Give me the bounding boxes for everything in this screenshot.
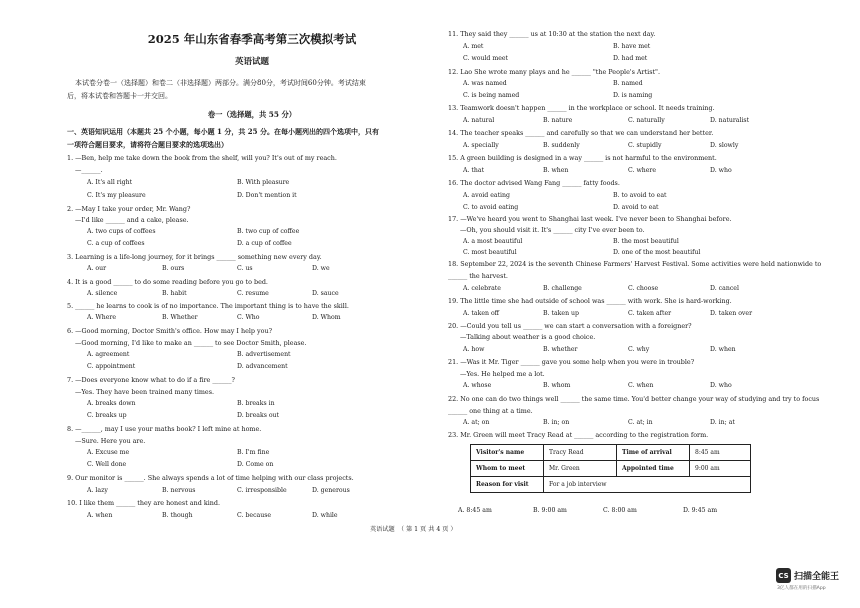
- option-a[interactable]: A. breaks down: [87, 400, 136, 407]
- option-b[interactable]: B. suddenly: [543, 142, 580, 149]
- section-heading: 一、英语知识运用（本题共 25 个小题，每小题 1 分，共 25 分。在每小题列出的四个选项中，只有: [67, 127, 379, 136]
- option-a[interactable]: A. natural: [463, 117, 495, 124]
- option-b[interactable]: B. though: [162, 512, 193, 519]
- question-stem: —Sure. Here you are.: [75, 437, 146, 445]
- question-stem: 2. —May I take your order, Mr. Wang?: [67, 205, 191, 213]
- option-b[interactable]: B. habit: [162, 290, 187, 297]
- question-stem: 10. I like them ______ they are honest and kind.: [67, 499, 221, 507]
- question-stem: 7. —Does everyone know what to do if a fire ______?: [67, 376, 235, 384]
- option-b[interactable]: B. ours: [162, 265, 185, 272]
- question-stem: —Good morning, I'd like to make an ______ to see Doctor Smith, please.: [75, 339, 307, 347]
- page-footer: 英语试题 （ 第 1 页 共 4 页 ）: [370, 526, 457, 533]
- option-b[interactable]: B. in; on: [543, 419, 570, 426]
- option-a[interactable]: A. silence: [87, 290, 118, 297]
- option-c[interactable]: C. a cup of coffees: [87, 240, 145, 247]
- option-b[interactable]: B. taken up: [543, 310, 579, 317]
- question-stem: —Oh, you should visit it. It's ______ city I've ever been to.: [460, 226, 645, 234]
- option-b[interactable]: B. named: [613, 80, 643, 87]
- question-stem: 22. No one can do two things well ______ the same time. You'd better change your way of studying and try to focus: [448, 395, 820, 403]
- option-c[interactable]: C. stupidly: [628, 142, 662, 149]
- form-label: Whom to meet: [471, 461, 544, 477]
- option-a[interactable]: A. lazy: [87, 487, 108, 494]
- option-a[interactable]: A. a most beautiful: [463, 238, 523, 245]
- question-stem: —Talking about weather is a good choice.: [460, 333, 596, 341]
- instruction-line: 本试卷分卷一（选择题）和卷二（非选择题）两部分。满分80分，考试时间60分钟。考试结束: [75, 79, 366, 87]
- option-a[interactable]: A. how: [463, 346, 485, 353]
- option-d[interactable]: D. who: [710, 167, 732, 174]
- option-b[interactable]: B. have met: [613, 43, 651, 50]
- option-c[interactable]: C. most beautiful: [463, 249, 517, 256]
- option-b[interactable]: B. nervous: [162, 487, 196, 494]
- question-stem: 17. —We've heard you went to Shanghai last week. I've never been to Shanghai before.: [448, 215, 732, 223]
- option-d[interactable]: D. one of the most beautiful: [613, 249, 701, 256]
- question-stem: 19. The little time she had outside of school was ______ with work. She is hard-working.: [448, 297, 732, 305]
- option-d[interactable]: D. generous: [312, 487, 350, 494]
- question-stem: —I'd like ______ and a cake, please.: [75, 216, 189, 224]
- option-a[interactable]: A. Where: [87, 314, 117, 321]
- option-d[interactable]: D. advancement: [237, 363, 288, 370]
- option-d[interactable]: D. slowly: [710, 142, 739, 149]
- section-heading: 一项符合题目要求，请将符合题目要求的选项选出）: [67, 140, 228, 149]
- option-b[interactable]: B. nature: [543, 117, 573, 124]
- option-c[interactable]: C. choose: [628, 285, 659, 292]
- option-d[interactable]: D. who: [710, 382, 732, 389]
- question-stem: 8. —______, may I use your maths book? I left mine at home.: [67, 425, 262, 433]
- option-c[interactable]: C. is being named: [463, 92, 520, 99]
- option-d[interactable]: D. Don't mention it: [237, 192, 297, 199]
- form-value: Mr. Green: [544, 461, 617, 477]
- question-stem: 11. They said they ______ us at 10:30 at the station the next day.: [448, 30, 656, 38]
- option-a[interactable]: A. specially: [463, 142, 499, 149]
- option-a[interactable]: A. 8:45 am: [458, 507, 492, 514]
- question-stem: ______ one thing at a time.: [448, 407, 533, 415]
- form-label: Visitor's name: [471, 445, 544, 461]
- option-d[interactable]: D. had met: [613, 55, 648, 62]
- option-d[interactable]: D. when: [710, 346, 736, 353]
- option-b[interactable]: B. two cup of coffee: [237, 228, 300, 235]
- question-stem: 6. —Good morning, Doctor Smith's office. How may I help you?: [67, 327, 273, 335]
- option-d[interactable]: D. breaks out: [237, 412, 280, 419]
- option-d[interactable]: D. cancel: [710, 285, 739, 292]
- question-stem: 9. Our monitor is ______. She always spends a lot of time helping with our class projects.: [67, 474, 354, 482]
- option-c[interactable]: C. at; in: [628, 419, 653, 426]
- question-stem: 12. Lao She wrote many plays and he ______ "the People's Artist".: [448, 68, 661, 76]
- option-b[interactable]: B. With pleasure: [237, 179, 290, 186]
- option-d[interactable]: D. Whom: [312, 314, 341, 321]
- option-c[interactable]: C. when: [628, 382, 654, 389]
- question-stem: —______.: [75, 166, 103, 174]
- question-stem: 13. Teamwork doesn't happen ______ in the workplace or school. It needs training.: [448, 104, 715, 112]
- question-stem: —Yes. He helped me a lot.: [460, 370, 545, 378]
- option-c[interactable]: C. resume: [237, 290, 269, 297]
- volume-heading: 卷一（选择题，共 55 分）: [207, 110, 297, 119]
- option-b[interactable]: B. advertisement: [237, 351, 291, 358]
- option-c[interactable]: C. because: [237, 512, 272, 519]
- option-d[interactable]: D. Come on: [237, 461, 274, 468]
- option-a[interactable]: A. taken off: [463, 310, 500, 317]
- option-c[interactable]: C. 8:00 am: [603, 507, 637, 514]
- form-value: For a job interview: [544, 477, 751, 493]
- question-stem: 21. —Was it Mr. Tiger ______ gave you some help when you were in trouble?: [448, 358, 695, 366]
- option-b[interactable]: B. when: [543, 167, 569, 174]
- question-stem: 4. It is a good ______ to do some reading before you go to bed.: [67, 278, 268, 286]
- option-c[interactable]: C. irresponsible: [237, 487, 287, 494]
- form-label: Appointed time: [617, 461, 690, 477]
- option-d[interactable]: D. naturalist: [710, 117, 750, 124]
- exam-title: 2025 年山东省春季高考第三次模拟考试: [147, 32, 357, 46]
- question-stem: 3. Learning is a life-long journey, for it brings ______ something new every day.: [67, 253, 322, 261]
- option-d[interactable]: D. while: [312, 512, 338, 519]
- question-stem: ______ the harvest.: [448, 272, 508, 280]
- option-a[interactable]: A. met: [463, 43, 484, 50]
- question-stem: 15. A green building is designed in a way ______ is not harmful to the environment.: [448, 154, 717, 162]
- option-c[interactable]: C. to avoid eating: [463, 204, 519, 211]
- option-d[interactable]: D. we: [312, 265, 330, 272]
- option-d[interactable]: D. 9:45 am: [683, 507, 718, 514]
- form-value: 8:45 am: [690, 445, 751, 461]
- option-d[interactable]: D. is naming: [613, 92, 653, 99]
- option-b[interactable]: B. to avoid to eat: [613, 192, 667, 199]
- option-b[interactable]: B. whether: [543, 346, 578, 353]
- option-c[interactable]: C. Who: [237, 314, 260, 321]
- option-b[interactable]: B. Whether: [162, 314, 198, 321]
- instruction-line: 后，将本试卷和答题卡一并交回。: [67, 92, 172, 100]
- option-c[interactable]: C. Well done: [87, 461, 127, 468]
- option-a[interactable]: A. was named: [463, 80, 507, 87]
- option-c[interactable]: C. us: [237, 265, 253, 272]
- option-a[interactable]: A. whose: [463, 382, 492, 389]
- question-stem: 20. —Could you tell us ______ we can start a conversation with a foreigner?: [448, 322, 692, 330]
- option-a[interactable]: A. two cups of coffees: [87, 228, 156, 235]
- watermark-name: 扫描全能王: [794, 572, 840, 582]
- question-stem: 1. —Ben, help me take down the book from the shelf, will you? It's out of my reach.: [67, 154, 337, 162]
- option-d[interactable]: D. avoid to eat: [613, 204, 659, 211]
- question-stem: —Yes. They have been trained many times.: [75, 388, 215, 396]
- option-a[interactable]: A. celebrate: [463, 285, 501, 292]
- option-b[interactable]: B. 9:00 am: [533, 507, 567, 514]
- option-b[interactable]: B. I'm fine: [237, 449, 270, 456]
- question-stem: 16. The doctor advised Wang Fang ______ fatty foods.: [448, 179, 620, 187]
- subject-title: 英语试题: [234, 57, 269, 67]
- option-c[interactable]: C. where: [628, 167, 657, 174]
- question-stem: 18. September 22, 2024 is the seventh Chinese Farmers' Harvest Festival. Some activities were held nationwide to: [448, 260, 822, 268]
- option-d[interactable]: D. in; at: [710, 419, 735, 426]
- option-a[interactable]: A. at; on: [463, 419, 490, 426]
- option-a[interactable]: A. that: [463, 167, 485, 174]
- option-a[interactable]: A. our: [87, 265, 107, 272]
- option-c[interactable]: C. naturally: [628, 117, 665, 124]
- question-stem: 5. ______ he learns to cook is of no importance. The important thing is to have the skill.: [67, 302, 349, 310]
- option-b[interactable]: B. challenge: [543, 285, 582, 292]
- registration-form: [470, 444, 751, 493]
- question-stem: 14. The teacher speaks ______ and carefully so that we can understand her better.: [448, 129, 714, 137]
- option-c[interactable]: C. would meet: [463, 55, 509, 62]
- option-c[interactable]: C. why: [628, 346, 650, 353]
- option-c[interactable]: C. It's my pleasure: [87, 192, 146, 199]
- option-c[interactable]: C. breaks up: [87, 412, 127, 419]
- watermark-tagline: 3亿人都在用的扫描App: [777, 586, 826, 591]
- option-a[interactable]: A. It's all right: [87, 179, 133, 186]
- option-a[interactable]: A. agreement: [87, 351, 130, 358]
- option-c[interactable]: C. appointment: [87, 363, 136, 370]
- question-stem: 23. Mr. Green will meet Tracy Read at ______ according to the registration form.: [448, 431, 709, 439]
- camscanner-logo-icon: CS: [776, 568, 791, 583]
- scanner-watermark: [776, 568, 839, 583]
- option-b[interactable]: B. whom: [543, 382, 571, 389]
- option-d[interactable]: D. a cup of coffee: [237, 240, 292, 247]
- form-value: Tracy Read: [544, 445, 617, 461]
- option-b[interactable]: B. breaks in: [237, 400, 275, 407]
- option-a[interactable]: A. Excuse me: [87, 449, 130, 456]
- option-d[interactable]: D. sauce: [312, 290, 339, 297]
- form-label: Time of arrival: [617, 445, 690, 461]
- option-c[interactable]: C. taken after: [628, 310, 672, 317]
- form-value: 9:00 am: [690, 461, 751, 477]
- option-b[interactable]: B. the most beautiful: [613, 238, 679, 245]
- option-a[interactable]: A. when: [87, 512, 113, 519]
- option-d[interactable]: D. taken over: [710, 310, 753, 317]
- form-label: Reason for visit: [471, 477, 544, 493]
- option-a[interactable]: A. avoid eating: [463, 192, 510, 199]
